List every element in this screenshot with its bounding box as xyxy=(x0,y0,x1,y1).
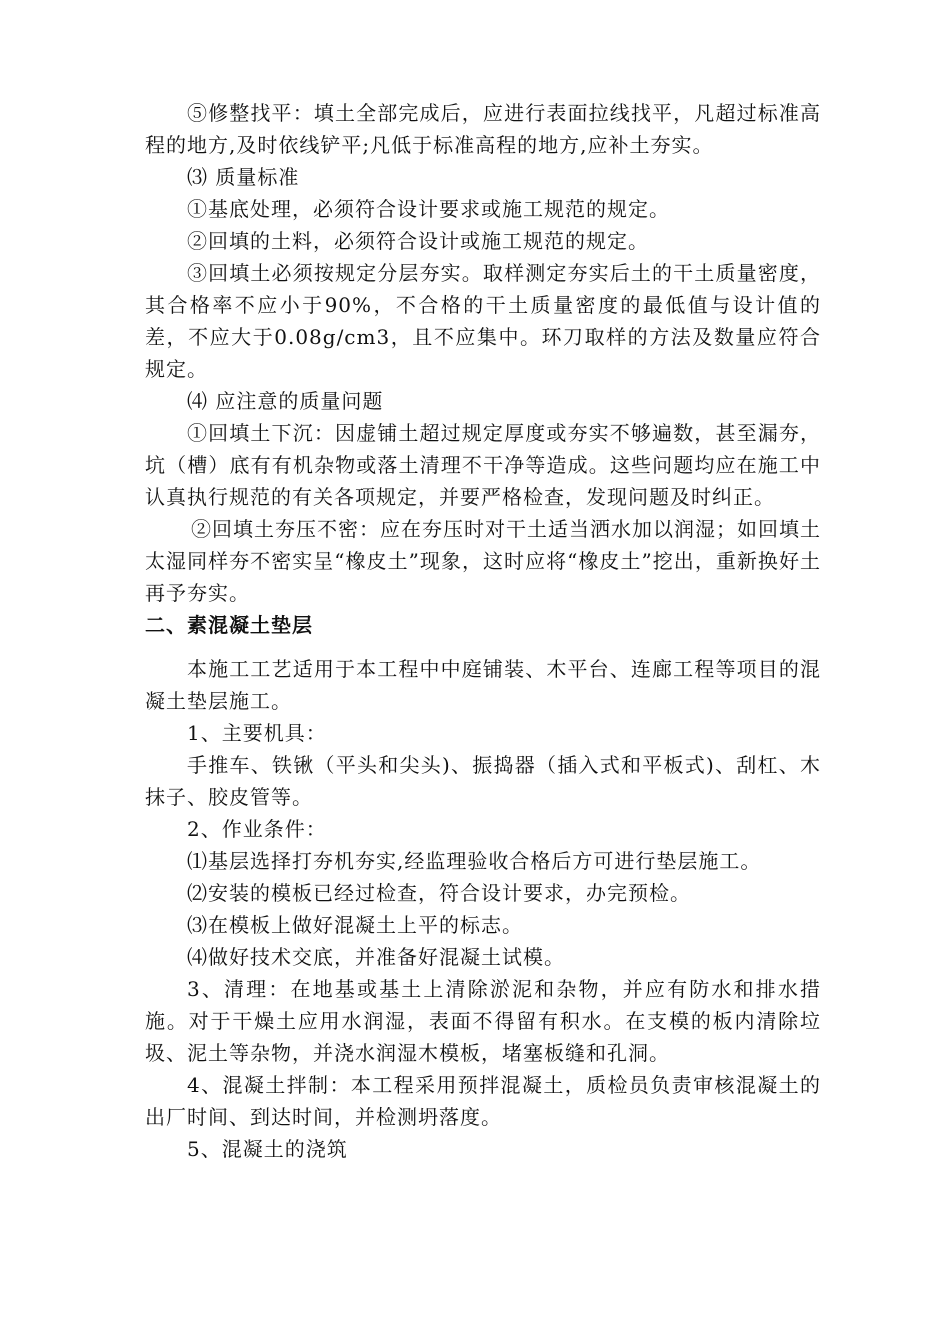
paragraph-cleaning: 3、清理：在地基或基土上清除淤泥和杂物，并应有防水和排水措施。对于干燥土应用水润湿，表面不得留有积水。在支模的板内清除垃圾、泥土等杂物，并浇水润湿木模板，堵塞板缝和孔洞。 xyxy=(145,977,821,1065)
paragraph-pouring-title: 5、混凝土的浇筑 xyxy=(187,1137,348,1161)
section-heading: 二、素混凝土垫层 xyxy=(145,613,313,637)
paragraph-tools-title: 1、主要机具： xyxy=(187,721,327,745)
paragraph-condition-3: ⑶在模板上做好混凝土上平的标志。 xyxy=(187,913,523,937)
paragraph-loose-compaction: ②回填土夯压不密：应在夯压时对干土适当洒水加以润湿；如回填土太湿同样夯不密实呈“橡皮土”现象，这时应将“橡皮土”挖出，重新换好土再予夯实。 xyxy=(145,517,821,605)
paragraph-base-treatment: ①基底处理，必须符合设计要求或施工规范的规定。 xyxy=(187,197,670,221)
paragraph-quality-issues-title: ⑷ 应注意的质量问题 xyxy=(187,389,384,413)
paragraph-condition-2: ⑵安装的模板已经过检查，符合设计要求，办完预检。 xyxy=(187,881,691,905)
paragraph-settlement: ①回填土下沉：因虚铺土超过规定厚度或夯实不够遍数，甚至漏夯，坑（槽）底有有机杂物或落土清理不干净等造成。这些问题均应在施工中认真执行规范的有关各项规定，并要严格检查，发现问题及时纠正。 xyxy=(145,421,821,509)
paragraph-quality-standard-title: ⑶ 质量标准 xyxy=(187,165,300,189)
paragraph-scope: 本施工工艺适用于本工程中中庭铺装、木平台、连廊工程等项目的混凝土垫层施工。 xyxy=(145,657,821,713)
paragraph-leveling: ⑤修整找平：填土全部完成后，应进行表面拉线找平，凡超过标准高程的地方,及时依线铲平;凡低于标准高程的地方,应补土夯实。 xyxy=(145,101,821,157)
document-page xyxy=(145,97,821,1165)
paragraph-tools-list: 手推车、铁锹（平头和尖头)、振捣器（插入式和平板式)、刮杠、木抹子、胶皮管等。 xyxy=(145,753,821,809)
paragraph-condition-4: ⑷做好技术交底，并准备好混凝土试模。 xyxy=(187,945,565,969)
paragraph-condition-1: ⑴基层选择打夯机夯实,经监理验收合格后方可进行垫层施工。 xyxy=(187,849,762,873)
paragraph-mixing: 4、混凝土拌制：本工程采用预拌混凝土，质检员负责审核混凝土的出厂时间、到达时间，并检测坍落度。 xyxy=(145,1073,821,1129)
paragraph-fill-material: ②回填的土料，必须符合设计或施工规范的规定。 xyxy=(187,229,649,253)
paragraph-conditions-title: 2、作业条件： xyxy=(187,817,327,841)
paragraph-compaction: ③回填土必须按规定分层夯实。取样测定夯实后土的干土质量密度，其合格率不应小于90%，不合格的干土质量密度的最低值与设计值的差，不应大于0.08g/cm3，且不应集中。环刀取样的方法及数量应符合规定。 xyxy=(145,261,821,381)
